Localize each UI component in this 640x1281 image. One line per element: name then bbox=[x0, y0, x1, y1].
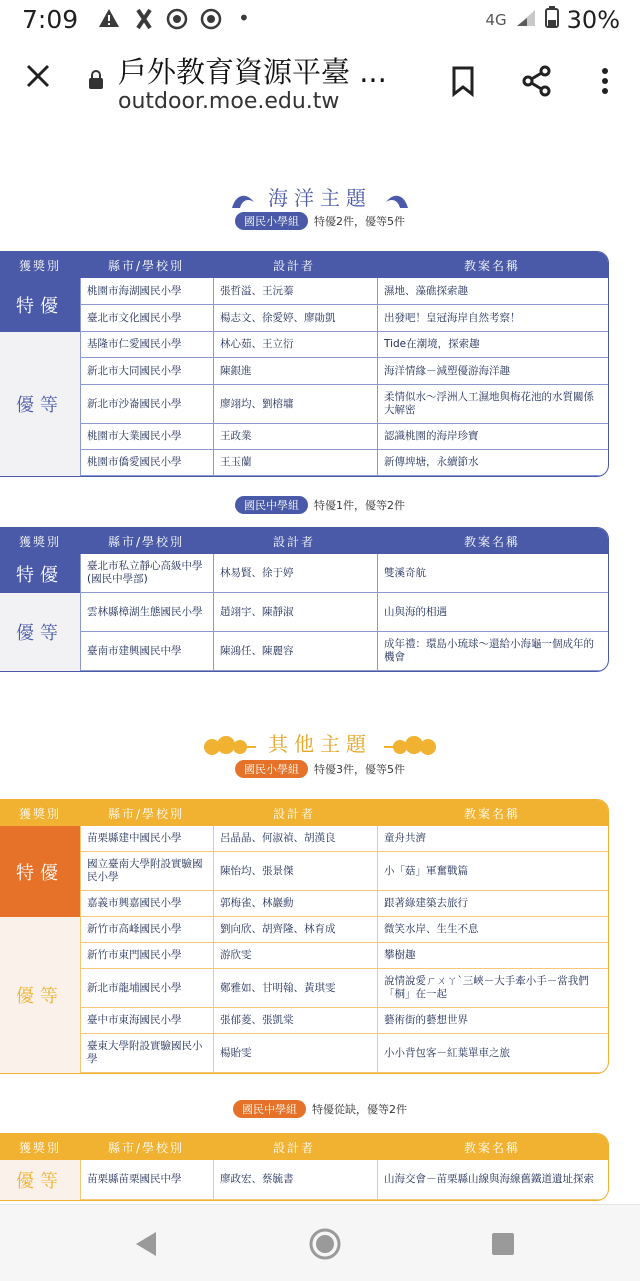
app-notification-icon bbox=[134, 8, 154, 35]
cell-school: 新竹市高峰國民小學 bbox=[87, 923, 182, 935]
cell-plan: 說情說愛ㄏㄨㄚˋ三峽－大手牽小手－當我們「桐」在一起 bbox=[377, 969, 608, 1007]
table-row bbox=[81, 826, 608, 852]
header-plan: 教案名稱 bbox=[463, 258, 520, 273]
header-plan: 教案名稱 bbox=[463, 806, 520, 821]
group-label bbox=[0, 1100, 640, 1118]
table-row bbox=[81, 305, 608, 332]
award-label: 優等 bbox=[0, 1160, 80, 1200]
status-time: 7:09 bbox=[22, 5, 79, 34]
cell-school: 國立臺南大學附設實驗國民小學 bbox=[87, 858, 203, 883]
group-pill: 國民中學組 bbox=[233, 1100, 306, 1118]
cell-school: 桃園市海湖國民小學 bbox=[87, 284, 182, 297]
header-school: 縣市/學校別 bbox=[107, 258, 185, 273]
home-icon[interactable] bbox=[308, 1227, 342, 1261]
wave-ornament-left-icon bbox=[230, 190, 256, 210]
table-row bbox=[81, 278, 608, 305]
cell-plan: 山海交會－苗栗縣山線與海線舊鐵道遺址探索 bbox=[377, 1160, 608, 1199]
cell-designer: 陳怡均、張景傑 bbox=[213, 852, 377, 890]
section-title-other bbox=[0, 728, 640, 757]
close-tab-button[interactable] bbox=[22, 62, 54, 94]
group-summary: 特優1件，優等2件 bbox=[314, 499, 405, 512]
cell-designer: 林易賢、徐于婷 bbox=[213, 554, 377, 592]
table-row bbox=[81, 358, 608, 385]
cell-plan: 童舟共濟 bbox=[377, 826, 608, 851]
battery-level: 30% bbox=[566, 6, 620, 34]
back-icon[interactable] bbox=[130, 1227, 164, 1261]
header-award: 獲獎別 bbox=[18, 258, 61, 273]
award-label: 特優 bbox=[0, 278, 80, 332]
cell-school: 嘉義市興嘉國民小學 bbox=[87, 897, 182, 909]
header-award: 獲獎別 bbox=[18, 806, 61, 821]
header-award: 獲獎別 bbox=[18, 534, 61, 549]
table-row bbox=[81, 332, 608, 358]
cell-school: 臺北市私立靜心高級中學(國民中學部) bbox=[87, 560, 203, 585]
cell-designer: 陳鴻任、陳麗容 bbox=[213, 632, 377, 670]
table-row bbox=[81, 385, 608, 424]
cloud-ornament-right-icon bbox=[384, 735, 438, 757]
cell-plan: 認識桃園的海岸珍寶 bbox=[377, 424, 608, 449]
system-nav-bar bbox=[0, 1204, 640, 1281]
cell-school: 桃園市僑愛國民小學 bbox=[87, 456, 182, 468]
award-label: 優等 bbox=[0, 332, 80, 476]
cell-plan: 藝術街的藝想世界 bbox=[377, 1008, 608, 1033]
header-designer: 設計者 bbox=[272, 806, 315, 821]
cell-designer: 楊志文、徐愛婷、廖勛凱 bbox=[213, 305, 377, 331]
table-row bbox=[81, 632, 608, 671]
cell-designer: 廖政宏、蔡毓書 bbox=[213, 1160, 377, 1199]
table-row bbox=[81, 450, 608, 476]
table-header bbox=[0, 252, 608, 278]
table-row bbox=[81, 1008, 608, 1034]
table-row bbox=[81, 943, 608, 969]
cell-designer: 呂晶晶、何淑禎、胡漢良 bbox=[213, 826, 377, 851]
section-title-ocean bbox=[0, 182, 640, 211]
cell-designer: 趙翊宇、陳靜淑 bbox=[213, 593, 377, 631]
recents-icon[interactable] bbox=[486, 1227, 520, 1261]
more-notifications-dot-icon: • bbox=[238, 6, 250, 30]
ocean-elementary-table bbox=[0, 251, 609, 477]
more-options-icon[interactable] bbox=[588, 64, 622, 98]
cell-designer: 劉向欣、胡齊隆、林育成 bbox=[213, 917, 377, 942]
group-pill: 國民小學組 bbox=[235, 760, 308, 778]
other-junior-high-table bbox=[0, 1133, 609, 1201]
cell-designer: 陳銀進 bbox=[213, 358, 377, 384]
award-label: 特優 bbox=[0, 826, 80, 917]
wave-ornament-right-icon bbox=[384, 190, 410, 210]
chrome-icon-2 bbox=[200, 8, 222, 35]
share-icon[interactable] bbox=[520, 64, 554, 98]
group-pill: 國民中學組 bbox=[235, 496, 308, 514]
cell-plan: 小「菇」軍奮戰篇 bbox=[377, 852, 608, 890]
cell-school: 新北市龍埔國民小學 bbox=[87, 981, 182, 994]
cell-school: 新竹市東門國民小學 bbox=[87, 949, 182, 961]
group-summary: 特優從缺，優等2件 bbox=[312, 1103, 407, 1116]
cell-designer: 王玉蘭 bbox=[213, 450, 377, 475]
bookmark-icon[interactable] bbox=[446, 64, 480, 98]
cell-plan: 攀樹趣 bbox=[377, 943, 608, 968]
table-header bbox=[0, 1134, 608, 1160]
cell-school: 苗栗縣苗栗國民中學 bbox=[87, 1173, 182, 1185]
group-label bbox=[0, 496, 640, 514]
chrome-icon bbox=[166, 8, 188, 35]
table-header bbox=[0, 800, 608, 826]
header-school: 縣市/學校別 bbox=[107, 1140, 185, 1155]
header-school: 縣市/學校別 bbox=[107, 534, 185, 549]
group-label bbox=[0, 212, 640, 230]
cell-plan: 柔情似水～浮洲人工濕地與梅花池的水質關係大解密 bbox=[377, 385, 608, 423]
header-award: 獲獎別 bbox=[18, 1140, 61, 1155]
award-label: 優等 bbox=[0, 917, 80, 1073]
table-row bbox=[81, 917, 608, 943]
warning-icon bbox=[98, 8, 120, 33]
cell-school: 雲林縣樟湖生態國民小學 bbox=[87, 605, 203, 618]
header-plan: 教案名稱 bbox=[463, 1140, 520, 1155]
cell-school: 臺中市東海國民小學 bbox=[87, 1014, 182, 1026]
table-row bbox=[81, 1034, 608, 1073]
status-bar bbox=[0, 0, 640, 42]
award-label: 優等 bbox=[0, 593, 80, 671]
table-row bbox=[81, 891, 608, 917]
table-row bbox=[81, 1160, 608, 1200]
table-row bbox=[81, 852, 608, 891]
cell-plan: 海洋情緣－減塑優游海洋趣 bbox=[377, 358, 608, 384]
page-title[interactable]: 戶外教育資源平臺 ... bbox=[118, 55, 387, 89]
cell-designer: 張哲溢、王沅蓁 bbox=[213, 278, 377, 304]
group-label bbox=[0, 760, 640, 778]
header-designer: 設計者 bbox=[272, 258, 315, 273]
network-type: 4G bbox=[485, 11, 507, 29]
other-elementary-table bbox=[0, 799, 609, 1074]
cell-designer: 廖翊均、劉榕墉 bbox=[213, 385, 377, 423]
cell-plan: 微笑水岸、生生不息 bbox=[377, 917, 608, 942]
table-row bbox=[81, 424, 608, 450]
ocean-junior-high-table bbox=[0, 527, 609, 672]
section-title-other-text: 其他主題 bbox=[268, 732, 372, 756]
cell-school: 苗栗縣建中國民小學 bbox=[87, 832, 182, 844]
cell-designer: 楊貽雯 bbox=[213, 1034, 377, 1072]
cell-plan: 山與海的相遇 bbox=[377, 593, 608, 631]
cell-plan: 小小背包客－紅葉單車之旅 bbox=[377, 1034, 608, 1072]
header-designer: 設計者 bbox=[272, 1140, 315, 1155]
cloud-ornament-left-icon bbox=[202, 735, 256, 757]
cell-school: 新北市沙崙國民小學 bbox=[87, 397, 182, 410]
cell-designer: 游欣雯 bbox=[213, 943, 377, 968]
cell-designer: 張郁菱、張凱棠 bbox=[213, 1008, 377, 1033]
section-title-ocean-text: 海洋主題 bbox=[268, 186, 372, 210]
cell-designer: 鄭雅如、甘明翰、黃琪雯 bbox=[213, 969, 377, 1007]
cell-school: 基隆市仁愛國民小學 bbox=[87, 338, 182, 350]
group-summary: 特優3件，優等5件 bbox=[314, 763, 405, 776]
close-icon bbox=[24, 62, 52, 90]
cell-school: 臺東大學附設實驗國民小學 bbox=[87, 1040, 203, 1065]
cell-plan: Tide在潮境，探索趣 bbox=[377, 332, 608, 357]
table-row bbox=[81, 969, 608, 1008]
cell-designer: 林心茹、王立衍 bbox=[213, 332, 377, 357]
cell-designer: 郭梅雀、林巖勳 bbox=[213, 891, 377, 916]
cell-school: 桃園市大業國民小學 bbox=[87, 430, 182, 442]
cell-plan: 跟著綠建築去旅行 bbox=[377, 891, 608, 916]
table-row bbox=[81, 593, 608, 632]
header-plan: 教案名稱 bbox=[463, 534, 520, 549]
header-designer: 設計者 bbox=[272, 534, 315, 549]
web-content[interactable] bbox=[0, 124, 640, 1204]
table-header bbox=[0, 528, 608, 554]
cell-school: 臺北市文化國民小學 bbox=[87, 311, 182, 324]
award-label: 特優 bbox=[0, 554, 80, 593]
table-row bbox=[81, 554, 608, 593]
cell-designer: 王政業 bbox=[213, 424, 377, 449]
header-school: 縣市/學校別 bbox=[107, 806, 185, 821]
cell-plan: 出發吧！皇冠海岸自然考察！ bbox=[377, 305, 608, 331]
lock-icon bbox=[88, 70, 104, 90]
group-summary: 特優2件，優等5件 bbox=[314, 215, 405, 228]
signal-icon bbox=[515, 6, 537, 34]
browser-toolbar bbox=[0, 42, 640, 125]
cell-plan: 雙溪奇航 bbox=[377, 554, 608, 592]
battery-icon bbox=[545, 6, 559, 34]
group-pill: 國民小學組 bbox=[235, 212, 308, 230]
cell-school: 新北市大同國民小學 bbox=[87, 364, 182, 377]
cell-plan: 濕地、藻礁探索趣 bbox=[377, 278, 608, 304]
cell-school: 臺南市建興國民中學 bbox=[87, 644, 182, 657]
cell-plan: 新傳埤塘，永續節水 bbox=[377, 450, 608, 475]
cell-plan: 成年禮：環島小琉球～還給小海龜一個成年的機會 bbox=[377, 632, 608, 670]
url-text[interactable]: outdoor.moe.edu.tw bbox=[118, 89, 340, 114]
